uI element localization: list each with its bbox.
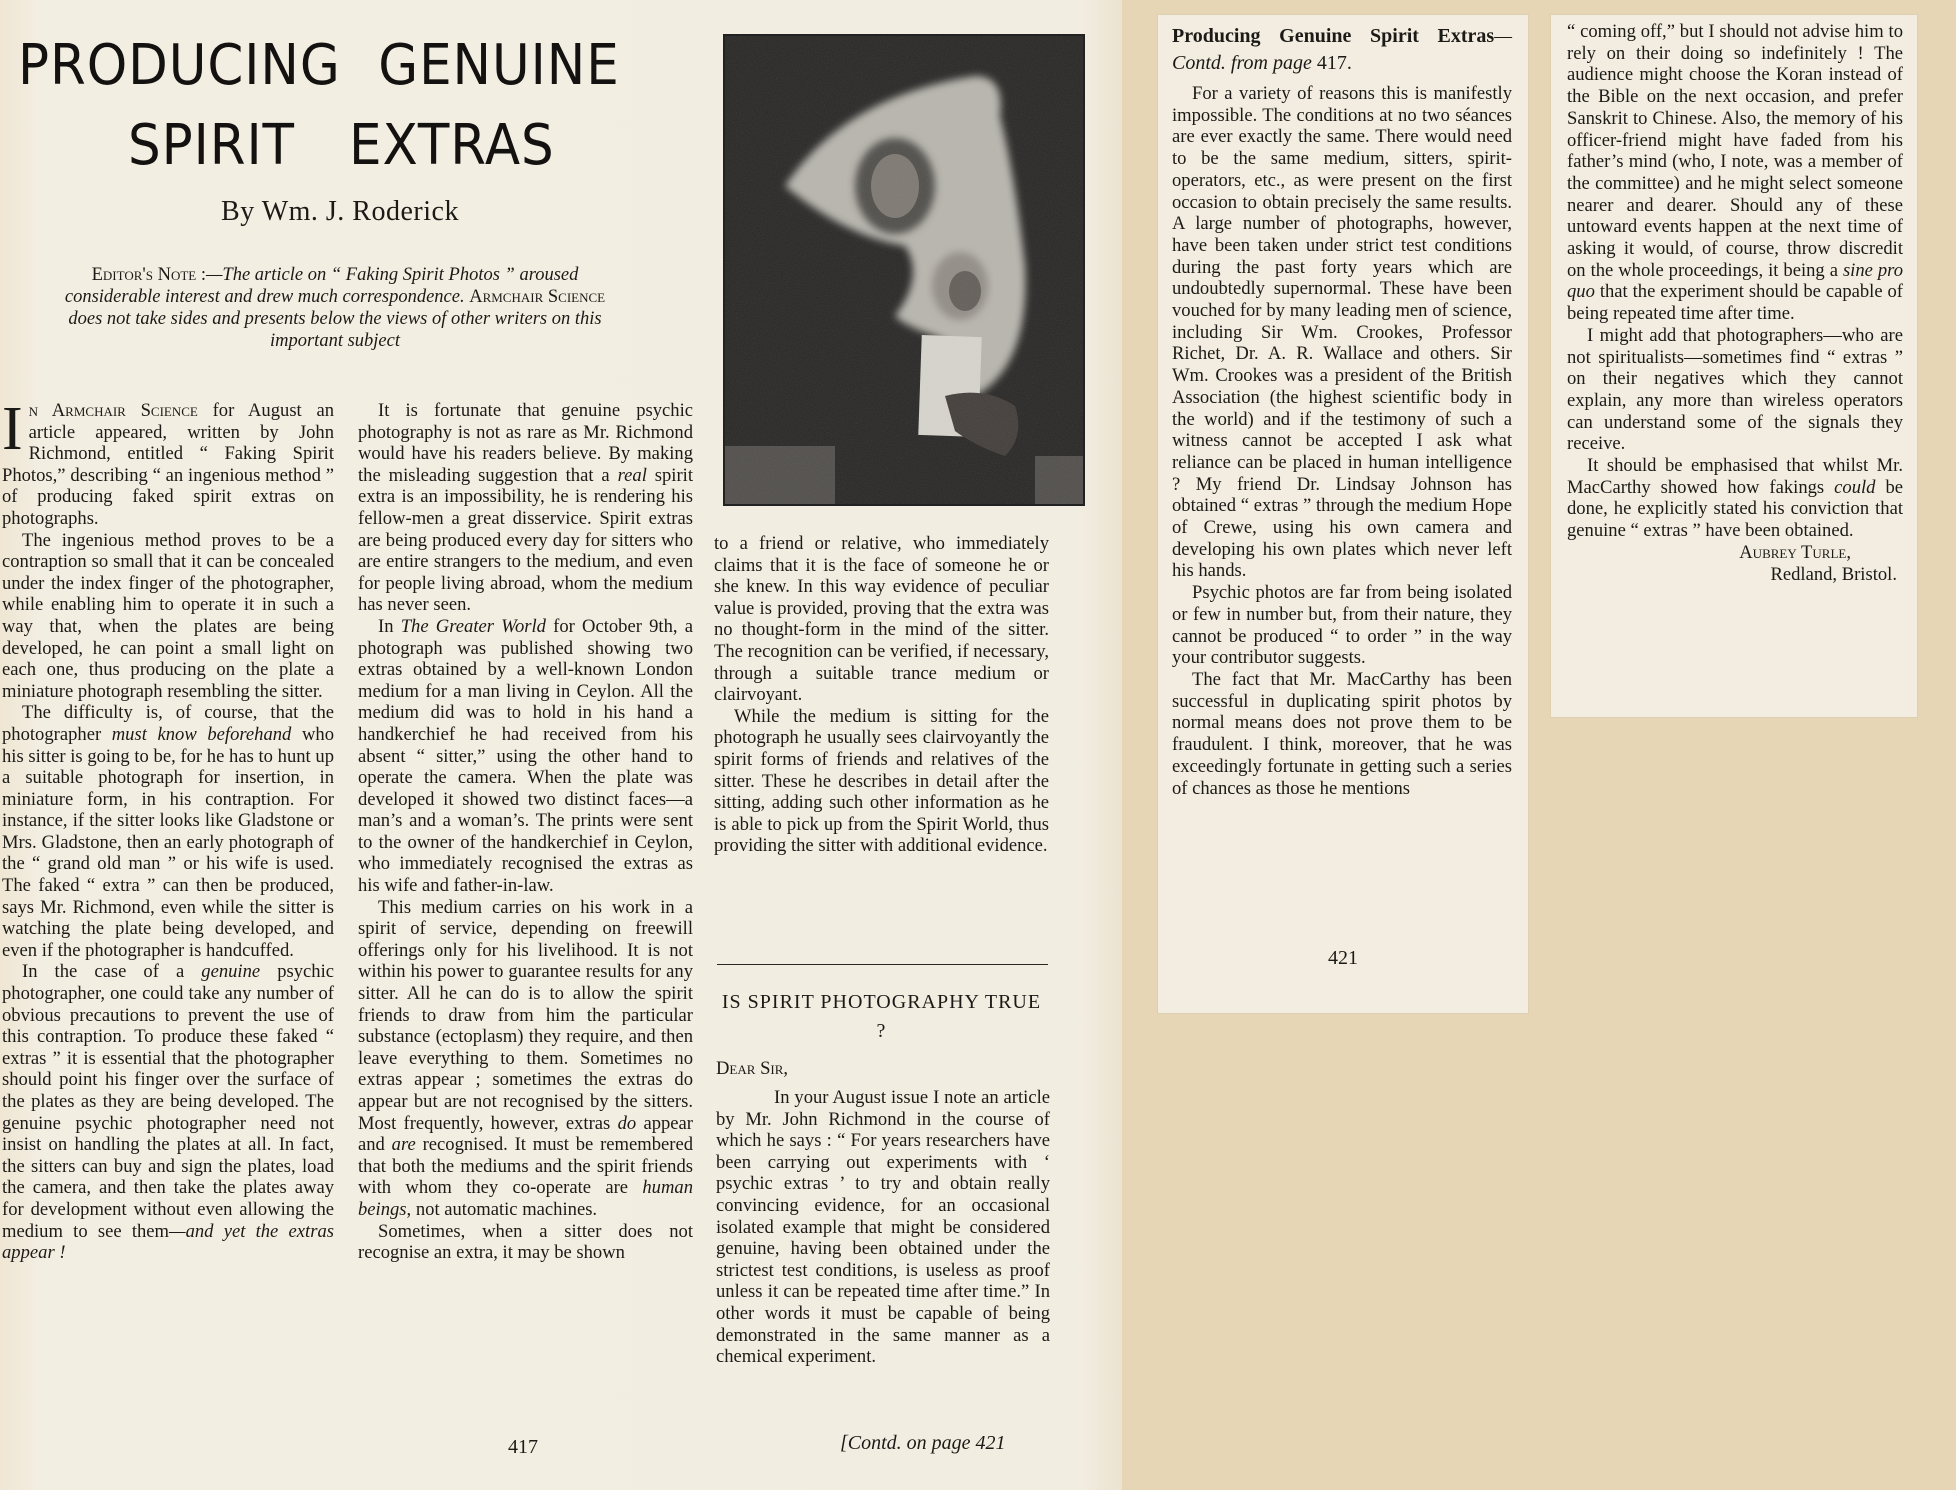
paragraph-text: spirit extra is an impossibility, he is rendering his fellow-men a great disservice. Spirit extras are being produced every day for sitters who are entire strangers to the medium, and even for people living abroad, whom the medium has never seen. [358, 464, 694, 616]
editors-note [55, 264, 615, 352]
photo-image-icon [725, 36, 1083, 504]
paragraph-text: “ coming off,” but I should not advise him to rely on their doing so indefinitely ! The audience might choose the Koran instead of the Bible on the next occasion, and prefer Sanskrit to Chinese. Also, the memory of his officer-friend might have faded from his father’s mind (who, I note, was a member of the committee) and he might select someone nearer and dearer. Should any of these untoward events happen at the next time of asking it would, of course, throw discredit on the whole proceedings, it being a [1567, 21, 1903, 281]
paragraph: Sometimes, when a sitter does not recognise an extra, it may be shown [358, 1220, 693, 1264]
page-number: 417 [508, 1436, 538, 1458]
page-number: 421 [1328, 947, 1358, 969]
paragraph-text: be done, he explicitly stated his conviction that genuine “ extras ” have been obtained. [1567, 476, 1904, 542]
paragraph-text: recognised. It must be remembered that both the mediums and the spirit friends with whom they co-operate are [358, 1134, 694, 1199]
paragraph-text: psychic photographer, one could take any number of obvious precautions to prevent the use of this contraption. To produce these faked “ extras ” it is essential that the photographer should point his finger over the surface of the plates as they are being developed. The genuine psychic photographer need not insist on handling the plates at all. In fact, the sitters can buy and sign the plates, load the camera, and then take the plates away for development without even allowing the medium to see them [2, 961, 335, 1242]
paragraph [2, 961, 334, 1263]
letter-body [716, 1087, 1050, 1368]
emphasis: human beings [358, 1177, 693, 1220]
paragraph: The ingenious method proves to be a contraption so small that it can be concealed under the index finger of the photographer, while enabling him to operate it in such a way that, when the plates are being developed, he can point a small light on each one, thus producing on the plate a miniature photograph resembling the sitter. [2, 529, 334, 702]
paragraph [1567, 21, 1903, 325]
emphasis: do [617, 1112, 637, 1134]
editors-note-text-2: does not take sides and presents below the views of other writers on this important subject [68, 309, 602, 351]
letter-salutation: Dear Sir, [716, 1058, 789, 1079]
paragraph-text: appear and [358, 1112, 693, 1156]
emphasis: are [391, 1134, 416, 1156]
paragraph [358, 897, 693, 1221]
paragraph-text: In the case of a [22, 961, 202, 983]
article-column-1 [2, 395, 335, 1264]
clipping-page-421 [1158, 15, 1528, 1013]
continuation-column-1 [1172, 23, 1512, 799]
continuation-heading-page: 417. [1311, 52, 1352, 74]
magazine-name: Armchair Science [469, 287, 606, 307]
paragraph [2, 395, 334, 530]
continuation-heading [1172, 23, 1512, 77]
paragraph [2, 702, 334, 961]
article-title-line-1: PRODUCING GENUINE [18, 33, 620, 98]
letter-heading: IS SPIRIT PHOTOGRAPHY TRUE ? [721, 991, 1042, 1042]
signature-name: Aubrey Turle, [1739, 541, 1851, 563]
continuation-heading-title: Producing Genuine Spirit Extras [1172, 25, 1495, 47]
clipping-page-421-continued [1551, 15, 1917, 717]
emphasis: genuine [201, 961, 261, 983]
byline: By Wm. J. Roderick [221, 196, 459, 227]
article-column-2 [358, 400, 693, 1264]
paragraph: In your August issue I note an article by Mr. John Richmond in the course of which he says : “ For years researchers have been carrying out experiments with ‘ psychic extras ’ to try and obtain really convincing evidence, for an occasional isolated example that might be considered genuine, having been obtained under the strictest test conditions, is useless as proof unless it can be repeated time after time.” In other words it must be capable of being demonstrated in the same manner as a chemical experiment. [716, 1087, 1050, 1368]
paragraph: Psychic photos are far from being isolated or few in number but, from their nature, they cannot be produced “ to order ” in the way your contributor suggests. [1172, 582, 1512, 669]
paragraph [358, 616, 693, 897]
drop-cap: I [2, 395, 23, 463]
article-title-line-2: SPIRIT EXTRAS [128, 113, 555, 178]
continuation-column-2 [1567, 21, 1903, 585]
emphasis: must know beforehand [111, 723, 292, 745]
paragraph-text: In [378, 615, 401, 637]
paragraph: While the medium is sitting for the photograph he usually sees clairvoyantly the spirit forms of friends and relatives of the sitter. These he describes in detail after the sitting, adding such other information as he is able to pick up from the Spirit World, thus providing the sitter with additional evidence. [714, 705, 1049, 857]
emphasis: real [617, 464, 647, 486]
continuation-heading-note: —Contd. from page [1172, 25, 1512, 74]
paragraph-text: for October 9th, a photograph was published showing two extras obtained by a well-known London medium for a man living in Ceylon. All the medium did was to hold in his hand a handkerchief he had received from his absent “ sitter,” using the other hand to operate the camera. When the plate was developed it showed two distinct faces—a man’s and a woman’s. The prints were sent to the owner of the handkerchief in Ceylon, who immediately recognised the extras as his wife and father-in-law. [358, 615, 693, 897]
paragraph-text: who his sitter is going to be, for he has to hunt up a suitable photograph for insertion, in miniature form, in his contraption. For instance, if the sitter looks like Gladstone or Mrs. Gladstone, then an early photograph of the “ grand old man ” or his wife is used. The faked “ extra ” can then be produced, says Mr. Richmond, even while the sitter is watching the plate being developed, and even if the photographer is handcuffed. [2, 723, 334, 961]
paragraph: to a friend or relative, who immediately claims that it is the face of someone he or she knew. In this way evidence of peculiar value is provided, proving that the extra was no thought-form in the mind of the sitter. The recognition can be verified, if necessary, through a suitable trance medium or clairvoyant. [714, 533, 1049, 706]
publication-name: The Greater World [400, 615, 546, 637]
paragraph-text: for August an article appeared, written by John Richmond, entitled “ Faking Spirit Photos,” describing “ an ingenious method ” of producing faked spirit extras on photographs. [2, 400, 334, 529]
paragraph [358, 400, 693, 616]
section-divider [717, 964, 1048, 965]
paragraph: For a variety of reasons this is manifestly impossible. The conditions at no two séances are ever exactly the same. There would need to be the same medium, sitters, spirit-operators, etc., as were present on the first occasion to obtain precisely the same results. A large number of photographs, however, have been taken under strict test conditions during the past forty years which are undoubtedly supernormal. These have been vouched for by many leading men of science, including Sir Wm. Crookes, Professor Richet, Dr. A. R. Wallace and others. Sir Wm. Crookes was a president of the British Association (the highest scientific body in the world) and if the testimony of such a witness cannot be accepted I ask what reliance can be placed in human intelligence ? My friend Dr. Lindsay Johnson has obtained “ extras ” through the medium Hope of Crewe, using his own camera and developing his own plates which never left his hands. [1172, 83, 1512, 582]
paragraph-text: It should be emphasised that whilst Mr. MacCarthy showed how fakings [1567, 455, 1903, 498]
paragraph: The fact that Mr. MacCarthy has been successful in duplicating spirit photos by normal means does not prove them to be fraudulent. I think, moreover, that he was exceedingly fortunate in getting such a series of chances as those he mentions [1172, 668, 1512, 799]
emphasis: sine pro quo [1567, 259, 1903, 303]
signature [1567, 542, 1903, 585]
article-column-3 [714, 533, 1049, 857]
paragraph-text: that the experiment should be capable of being repeated time after time. [1567, 281, 1903, 325]
paragraph-text: This medium carries on his work in a spirit of service, depending on freewill offerings only for his livelihood. It is not within his power to guarantee results for any sitter. All he can do is to allow the spirit friends to draw from him the particular substance (ectoplasm) they require, and then leave everything to them. Sometimes no extras appear ; sometimes the extras do appear but are not recognised by the sitters. Most frequently, however, extras [358, 896, 693, 1134]
continued-note: [Contd. on page 421 [840, 1432, 1006, 1454]
spirit-photograph [723, 34, 1085, 506]
paragraph [1567, 455, 1903, 542]
emphasis: could [1834, 476, 1876, 498]
paragraph-text: , not automatic machines. [406, 1198, 598, 1220]
editors-note-label: Editor's Note : [91, 265, 206, 285]
editors-note-text-1: —The article on “ Faking Spirit Photos ” aroused considerable interest and drew much correspondence. [64, 265, 579, 307]
magazine-name: n Armchair Science [28, 400, 198, 421]
paragraph: I might add that photographers—who are not spiritualists—sometimes find “ extras ” on their negatives which they cannot explain, any more than wireless operators can understand some of the signals they receive. [1567, 324, 1903, 455]
emphasis: —and yet the extras appear ! [2, 1220, 334, 1264]
signature-place: Redland, Bristol. [1770, 563, 1897, 585]
paragraph-text: It is fortunate that genuine psychic photography is not as rare as Mr. Richmond would have his readers believe. By making the misleading suggestion that a [358, 400, 693, 486]
paragraph-text: The difficulty is, of course, that the photographer [2, 702, 334, 745]
